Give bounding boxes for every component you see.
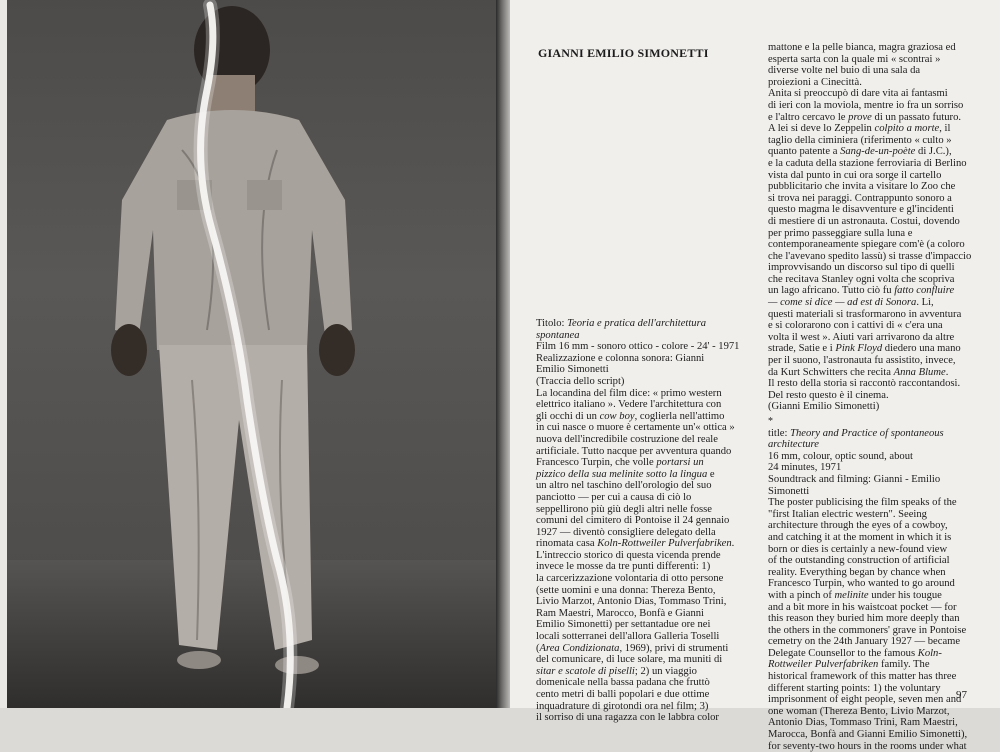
english-text-block xyxy=(768,428,990,752)
text-line: contemporaneamente spiegare com'è (a coloro xyxy=(768,239,965,251)
text-line: di mestiere di un astronauta. Costui, dovendo xyxy=(768,215,960,227)
text-line: for seventy-two hours in the rooms under what xyxy=(768,740,967,752)
text-line: of the outstanding construction of artificial xyxy=(768,555,950,567)
text-line: e si colorarono con i cattivi di « c'era una xyxy=(768,320,943,332)
text-line: e l'altro cercavo le prove di un passato futuro. xyxy=(768,111,962,123)
text-line: domenicale nella bassa padana che fruttò xyxy=(536,677,710,689)
text-line: da Kurt Schwitters che recita Anna Blume. xyxy=(768,366,949,378)
text-line: (Gianni Emilio Simonetti) xyxy=(768,401,880,413)
text-line: volta il west ». Aiuti vari arrivarono da altre xyxy=(768,331,955,343)
text-line: born or dies is certainly a new-found view xyxy=(768,543,948,555)
text-line: per il suono, l'astronauta fu assistito, invece, xyxy=(768,355,956,367)
text-line: cento metri di balli popolari e due ottime xyxy=(536,689,710,700)
text-line: comuni del cimitero di Pontoise il 24 gennaio xyxy=(536,515,730,527)
text-line: rinomata casa Koln-Rottweiler Pulverfabriken. xyxy=(536,538,735,550)
text-line: the others in the commoners' grave in Pontoise xyxy=(768,624,967,636)
text-line: pizzico della sua melinite sotto la lingua e xyxy=(536,468,715,480)
book-gutter xyxy=(496,0,510,708)
text-line: Marocca, Bonfà and Gianni Emilio Simonetti), xyxy=(768,729,968,741)
text-line: reality. Everything began by chance when xyxy=(768,566,946,578)
text-line: questi materiali si trasformarono in avventura xyxy=(768,308,962,320)
text-line: che l'avevano spedito lassù) si trasse d'impaccio xyxy=(768,250,972,262)
text-line: panciotto — per cui a causa di ciò lo xyxy=(536,491,692,503)
text-line: "first Italian electric western". Seeing xyxy=(768,508,927,520)
text-line: with a pinch of melinite under his tougue xyxy=(768,589,942,601)
text-line: Ram Maestri, Marocco, Bonfà e Gianni xyxy=(536,607,704,619)
text-line: and catching it at the moment in which it is xyxy=(768,531,952,543)
text-line: esperta sarta con la quale mi « scontrai » xyxy=(768,53,941,65)
left-page xyxy=(0,0,498,708)
text-line: Titolo: Teoria e pratica dell'architettura xyxy=(536,318,707,329)
text-line: diverse volte nel buio di una sala da xyxy=(768,65,921,77)
text-line: vista dal punto in cui ora sorge il cartello xyxy=(768,169,942,181)
text-line: Il resto della storia si raccontò raccontandosi. xyxy=(768,378,961,390)
text-line: improvvisando un discorso sul tipo di quelli xyxy=(768,262,955,274)
text-line: Anita si preoccupò di dare vita ai fantasmi xyxy=(768,88,948,100)
text-line: Film 16 mm - sonoro ottico - colore - 24' - 1971 xyxy=(536,341,740,353)
text-line: elettrico italiano ». Vedere l'architettura con xyxy=(536,399,722,411)
text-line: Del resto questo è il cinema. xyxy=(768,389,889,401)
text-line: Rottweiler Pulverfabriken family. The xyxy=(768,659,930,671)
text-line: un lago africano. Tutto ciò fu fatto confluire xyxy=(768,285,955,297)
text-column-right xyxy=(768,42,990,752)
text-line: si trova nei paraggi. Contrappunto sonoro a xyxy=(768,192,952,204)
text-line: la carcerizzazione volontaria di otto persone xyxy=(536,573,724,585)
text-line: 1927 — diventò consigliere delegato della xyxy=(536,526,716,538)
text-line: pubblicitario che invita a visitare lo Zoo che xyxy=(768,181,956,193)
text-line: (sette uomini e una donna: Thereza Bento, xyxy=(536,584,716,596)
text-line: Realizzazione e colonna sonora: Gianni xyxy=(536,352,705,364)
text-line: 24 minutes, 1971 xyxy=(768,462,842,474)
text-line: (Traccia dello script) xyxy=(536,375,625,387)
text-line: del comunicare, di luce solare, ma muniti di xyxy=(536,654,723,666)
italian-text-block xyxy=(768,42,990,413)
text-line: Francesco Turpin, che volle portarsi un xyxy=(536,457,704,469)
text-line: che recitava Stanley ogni volta che scopriva xyxy=(768,273,955,285)
text-line: spontanea xyxy=(536,329,580,341)
text-line: one woman (Thereza Bento, Livio Marzot, xyxy=(768,705,950,717)
text-line: taglio della ciminiera (riferimento « culto » xyxy=(768,134,952,146)
text-line: title: Theory and Practice of spontaneous xyxy=(768,427,944,439)
section-separator: * xyxy=(768,416,773,427)
text-line: historical framework of this matter has three xyxy=(768,671,957,683)
text-line: Antonio Dias, Tommaso Trini, Ram Maestri, xyxy=(768,717,958,729)
text-line: Soundtrack and filming: Gianni - Emilio xyxy=(768,473,941,485)
text-line: nuova dell'incredibile costruzione del reale xyxy=(536,433,718,445)
text-line: mattone e la pelle bianca, magra graziosa ed xyxy=(768,42,956,53)
text-line: — come si dice — ad est di Sonora. Lì, xyxy=(768,297,934,309)
text-line: proiezioni a Cinecittà. xyxy=(768,76,862,88)
text-line: in cui nasce o muore è certamente un'« ottica » xyxy=(536,422,735,434)
figure-illustration xyxy=(7,0,498,708)
text-line: il sorriso di una ragazza con le labbra color xyxy=(536,712,719,724)
text-line: quanto patente a Sang-de-un-poète di J.C.), xyxy=(768,146,952,158)
text-line: Emilio Simonetti) per settantadue ore nei xyxy=(536,619,711,631)
page-title: GIANNI EMILIO SIMONETTI xyxy=(538,46,709,60)
text-line: di ieri con la moviola, mentre io fra un sorriso xyxy=(768,99,964,111)
text-line: 16 mm, colour, optic sound, about xyxy=(768,450,913,462)
text-line: different starting points: 1) the voluntary xyxy=(768,682,941,694)
text-line: Emilio Simonetti xyxy=(536,364,609,376)
text-line: La locandina del film dice: « primo western xyxy=(536,387,722,399)
text-line: The poster publicising the film speaks of the xyxy=(768,497,957,509)
text-line: Simonetti xyxy=(768,485,810,497)
text-line: per primo passeggiare sulla luna e xyxy=(768,227,913,239)
text-line: cemetry on the 24th January 1927 — became xyxy=(768,636,961,648)
text-column-left xyxy=(536,318,756,724)
text-line: (Area Condizionata, 1969), privi di strumenti xyxy=(536,642,729,654)
photograph-standing-figure xyxy=(7,0,498,708)
text-line: architecture through the eyes of a cowboy, xyxy=(768,520,948,532)
text-line: imprisonment of eight people, seven men and xyxy=(768,694,962,706)
page-number: 97 xyxy=(956,689,967,701)
text-line: Delegate Counsellor to the famous Koln- xyxy=(768,647,942,659)
text-line: sitar e scatole di piselli; 2) un viaggio xyxy=(536,665,697,677)
text-line: seppellirono più giù degli altri nelle fosse xyxy=(536,503,712,515)
text-line: strade, Satie e i Pink Floyd diedero una mano xyxy=(768,343,961,355)
text-line: this reason they buried him more deeply than xyxy=(768,613,960,625)
text-line: A lei si deve lo Zeppelin colpito a morte, il xyxy=(768,123,951,135)
text-line: L'intreccio storico di questa vicenda prende xyxy=(536,549,721,561)
text-line: gli occhi di un cow boy, coglierla nell'attimo xyxy=(536,410,725,422)
text-line: locali sotterranei dell'allora Galleria Toselli xyxy=(536,631,720,643)
text-line: and a bit more in his waistcoat pocket — for xyxy=(768,601,957,613)
text-line: invece le mosse da tre punti differenti: 1) xyxy=(536,561,711,573)
text-line: questo magma le disavventure e gl'incidenti xyxy=(768,204,954,216)
text-line: architecture xyxy=(768,439,819,451)
text-line: inquadrature di girotondi ora nel film; 3) xyxy=(536,700,709,712)
text-line: e la caduta della stazione ferroviaria di Berlino xyxy=(768,157,967,169)
text-line: artificiale. Tutto nacque per avventura quando xyxy=(536,445,732,457)
text-line: Livio Marzot, Antonio Dias, Tommaso Trini, xyxy=(536,596,727,608)
text-line: Francesco Turpin, who wanted to go around xyxy=(768,578,955,590)
text-line: un altro nel taschino dell'orologio del suo xyxy=(536,480,712,492)
